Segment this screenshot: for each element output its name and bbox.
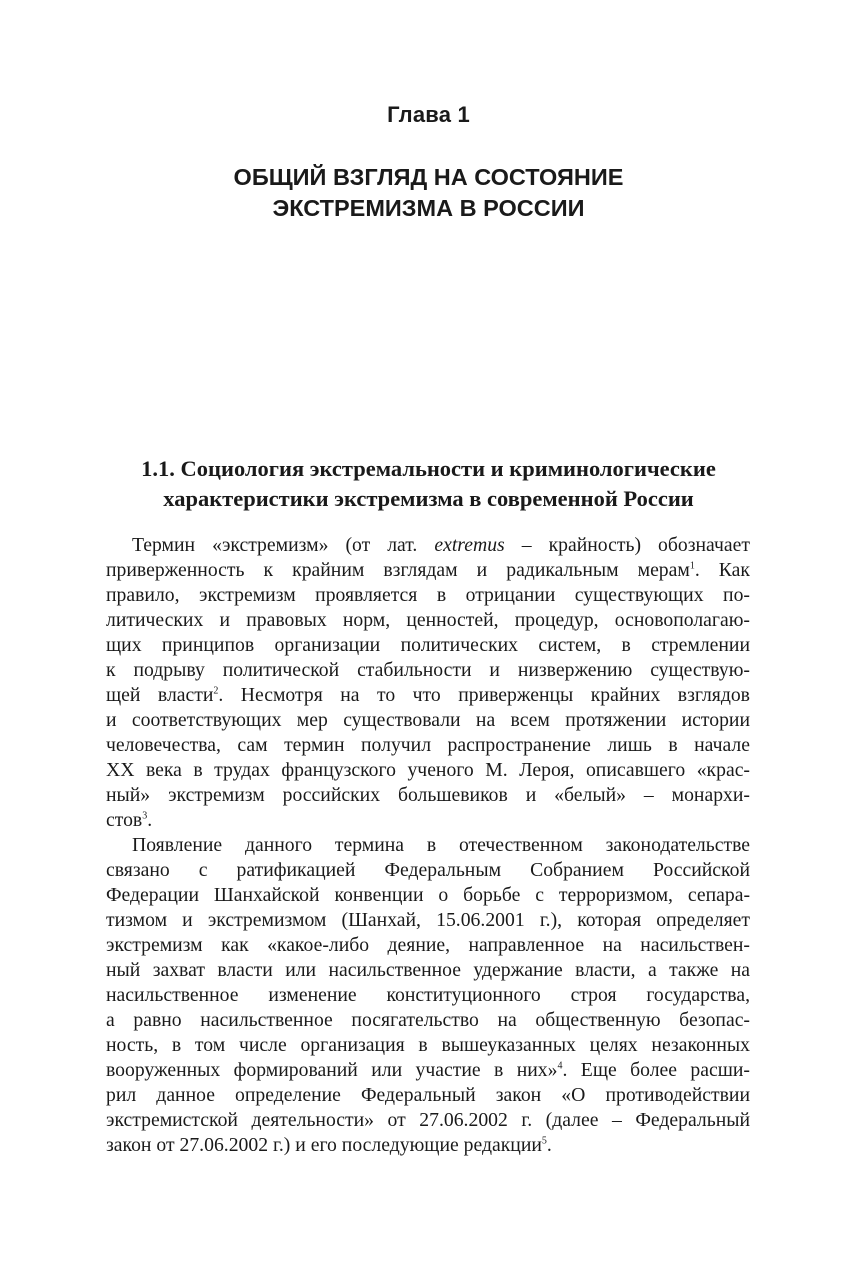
text-line: XX века в трудах французского ученого М. Лероя, описавшего «крас- (106, 759, 750, 781)
latin-term: extremus (434, 534, 505, 556)
text-line: закон от 27.06.2002 г.) и его последующие редакции$^5$. (106, 1134, 552, 1156)
text-line: стов$^3$. (106, 809, 153, 831)
text-line: приверженность к крайним взглядам и радикальным мерам$^1$. Как (106, 559, 750, 581)
text-line: тизмом и экстремизмом (Шанхай, 15.06.2001 г.), которая определяет (106, 909, 750, 931)
footnote-ref[interactable]: 3 (142, 810, 148, 822)
text-line: ность, в том числе организация в вышеуказанных целях незаконных (106, 1034, 750, 1056)
footnote-ref[interactable]: 2 (213, 685, 219, 697)
text-line: щей власти$^2$. Несмотря на то что приверженцы крайних взглядов (106, 684, 750, 706)
body-text (106, 533, 750, 1158)
text-line: ный захват власти или насильственное удержание власти, а также на (106, 959, 750, 981)
text-line: ный» экстремизм российских большевиков и «белый» – монархи- (106, 784, 750, 806)
text-line: и соответствующих мер существовали на всем протяжении истории (106, 709, 750, 731)
text-line: человечества, сам термин получил распространение лишь в начале (106, 734, 750, 756)
text-line: к подрыву политической стабильности и низвержению существую- (106, 659, 750, 681)
text-line: Появление данного термина в отечественном законодательстве (132, 834, 750, 856)
section-title-line: характеристики экстремизма в современной России (163, 486, 694, 511)
text-line: литических и правовых норм, ценностей, процедур, основополагаю- (106, 609, 750, 631)
paragraph (106, 533, 750, 833)
text-line: правило, экстремизм проявляется в отрицании существующих по- (106, 584, 750, 606)
text-line: Федерации Шанхайской конвенции о борьбе с терроризмом, сепара- (106, 884, 750, 906)
text-line: рил данное определение Федеральный закон «О противодействии (106, 1084, 750, 1106)
chapter-title-line: ЭКСТРЕМИЗМА В РОССИИ (272, 195, 585, 221)
text-line: вооруженных формирований или участие в них»$^4$. Еще более расши- (106, 1059, 750, 1081)
footnote-ref[interactable]: 4 (557, 1060, 563, 1072)
footnote-ref[interactable]: 1 (689, 560, 695, 572)
text-line: щих принципов организации политических систем, в стремлении (106, 634, 750, 656)
text-line: экстремизм как «какое-либо деяние, направленное на насильствен- (106, 934, 750, 956)
chapter-label: Глава 1 (387, 102, 470, 127)
text-line: Термин «экстремизм» (от лат. extremus – крайность) обозначает (132, 534, 750, 556)
chapter-title-line: ОБЩИЙ ВЗГЛЯД НА СОСТОЯНИЕ (233, 164, 624, 190)
text-line: связано с ратификацией Федеральным Собранием Российской (106, 859, 750, 881)
chapter-title (0, 162, 857, 224)
text-line: насильственное изменение конституционного строя государства, (106, 984, 750, 1006)
section-title (0, 454, 857, 514)
section-title-line: 1.1. Социология экстремальности и криминологические (141, 456, 716, 481)
text-line: экстремистской деятельности» от 27.06.2002 г. (далее – Федеральный (106, 1109, 750, 1131)
footnote-ref[interactable]: 5 (541, 1135, 547, 1147)
paragraph (106, 833, 750, 1158)
text-line: а равно насильственное посягательство на общественную безопас- (106, 1009, 750, 1031)
